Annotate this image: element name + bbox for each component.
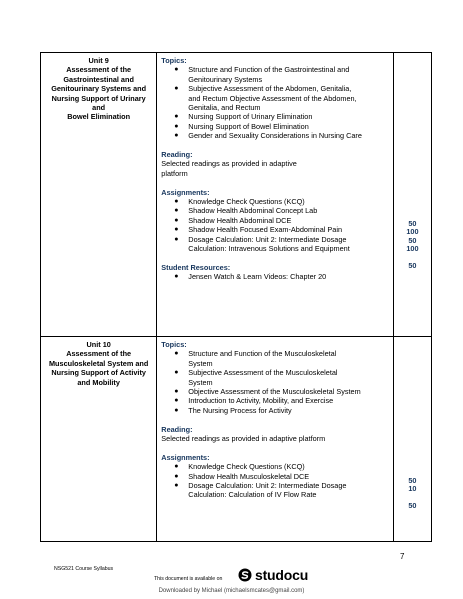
unit-title-line: Gastrointestinal and [63, 74, 134, 84]
bullet-icon: ● [174, 472, 179, 480]
points-cell [393, 337, 431, 542]
bullet-icon: ● [174, 406, 179, 414]
unit-title-line: Unit 10 [86, 340, 111, 349]
unit-content-cell [157, 53, 394, 337]
course-code: NSG521 Course Syllabus [54, 566, 114, 572]
studocu-logo[interactable] [238, 567, 308, 583]
assignment-item: ● Shadow Health Abdominal DCE [174, 215, 292, 225]
unit-title-line: Assessment of the [66, 65, 132, 75]
page-number: 7 [400, 552, 405, 561]
unit-title [41, 337, 156, 387]
bullet-icon: ● [174, 397, 179, 405]
assignment-item: ● Shadow Health Musculoskeletal DCE [174, 471, 310, 481]
assignments-list [161, 197, 389, 253]
points-value: 50 [408, 235, 417, 245]
bullet-icon: ● [174, 350, 179, 358]
topics-list [161, 65, 389, 140]
bullet-icon: ● [174, 122, 179, 130]
bullet-icon: ● [174, 113, 179, 121]
studocu-wordmark: studocu [255, 567, 309, 583]
unit-title-line: Nursing Support of Urinary [51, 93, 146, 103]
syllabus-table [40, 52, 432, 542]
unit-row [41, 53, 432, 337]
assignments-list [161, 462, 389, 500]
studocu-logo-icon [238, 568, 252, 582]
assignment-item: ● Dosage Calculation: Unit 2: Intermediate Dosage Calculation: Intravenous Solutions and Equipment [174, 234, 350, 254]
reading-text [161, 159, 389, 178]
bullet-icon: ● [174, 216, 179, 224]
unit-content-cell [157, 337, 394, 542]
unit-title-line: Bowel Elimination [67, 112, 131, 122]
topic-item: ● The Nursing Process for Activity [174, 405, 292, 415]
points-value: 10 [408, 484, 417, 494]
topic-item: ● Subjective Assessment of the Abdomen, Genitalia, and Rectum Objective Assessment of the Abdomen, Genitalia, and Rectum [174, 84, 357, 113]
assignment-item: ● Dosage Calculation: Unit 2: Intermediate Dosage Calculation: Calculation of IV Flow Rate [174, 481, 347, 500]
unit-title [41, 53, 156, 122]
points-value: 100 [406, 244, 419, 254]
unit-content [157, 53, 393, 285]
reading-text [161, 434, 389, 443]
bullet-icon: ● [174, 235, 179, 243]
points-value: 50 [408, 501, 417, 511]
reading-line: Selected readings as provided in adaptive platform [161, 434, 326, 444]
download-credit: Downloaded by Michael (michaelsmcates@gmail.com) [158, 588, 305, 594]
points-cell [393, 53, 431, 337]
topic-item: ● Subjective Assessment of the Musculoskeletal System [174, 368, 338, 387]
bullet-icon: ● [174, 66, 179, 74]
resources-list [161, 272, 389, 281]
topic-item: ● Gender and Sexuality Considerations in Nursing Care [174, 131, 362, 141]
resources-heading: Student Resources: [161, 262, 231, 272]
bullet-icon: ● [174, 198, 179, 206]
points-value: 50 [408, 476, 417, 485]
bullet-icon: ● [174, 273, 179, 281]
reading-heading: Reading: [161, 424, 193, 434]
availability-note: This document is available on [154, 576, 223, 582]
bullet-icon: ● [174, 207, 179, 215]
points-value: 100 [406, 227, 419, 237]
unit-title-line: Nursing Support of Activity [51, 368, 146, 378]
points-value: 50 [408, 261, 417, 271]
points-list [394, 220, 431, 270]
topics-heading: Topics: [161, 56, 187, 65]
topic-item: ● Nursing Support of Urinary Elimination [174, 112, 313, 122]
unit-title-cell [41, 53, 157, 337]
unit-row [41, 337, 432, 542]
topic-item: ● Nursing Support of Bowel Elimination [174, 121, 309, 131]
points-value: 50 [408, 219, 417, 228]
unit-title-line: Assessment of the [66, 349, 132, 359]
reading-line: Selected readings as provided in adaptive [161, 159, 297, 169]
topic-item: ● Structure and Function of the Musculoskeletal System [174, 349, 337, 368]
bullet-icon: ● [174, 85, 179, 93]
bullet-icon: ● [174, 482, 179, 490]
assignments-heading: Assignments: [161, 187, 210, 197]
topic-item: ● Objective Assessment of the Musculoskeletal System [174, 387, 361, 397]
assignments-heading: Assignments: [161, 452, 210, 462]
assignment-item: ● Knowledge Check Questions (KCQ) [174, 197, 305, 207]
unit-title-line: and Mobility [77, 377, 120, 387]
unit-title-cell [41, 337, 157, 542]
unit-content [157, 337, 393, 503]
reading-line: platform [161, 168, 188, 178]
topic-item: ● Structure and Function of the Gastrointestinal and Genitourinary Systems [174, 65, 350, 84]
unit-title-line: Genitourinary Systems and [51, 84, 147, 94]
topic-item: ● Introduction to Activity, Mobility, and Exercise [174, 396, 334, 406]
assignment-item: ● Shadow Health Focused Exam-Abdominal Pain [174, 225, 343, 235]
assignment-item: ● Shadow Health Abdominal Concept Lab [174, 206, 318, 216]
topics-heading: Topics: [161, 340, 187, 349]
resource-item: ● Jensen Watch & Learn Videos: Chapter 20 [174, 272, 327, 282]
unit-title-line: and [92, 103, 106, 113]
bullet-icon: ● [174, 388, 179, 396]
unit-title-line: Unit 9 [88, 56, 109, 65]
bullet-icon: ● [174, 132, 179, 140]
assignment-item: ● Knowledge Check Questions (KCQ) [174, 462, 305, 472]
bullet-icon: ● [174, 226, 179, 234]
bullet-icon: ● [174, 463, 179, 471]
bullet-icon: ● [174, 369, 179, 377]
points-list [394, 477, 431, 511]
topics-list [161, 349, 389, 415]
unit-title-line: Musculoskeletal System and [48, 358, 149, 368]
reading-heading: Reading: [161, 150, 193, 160]
